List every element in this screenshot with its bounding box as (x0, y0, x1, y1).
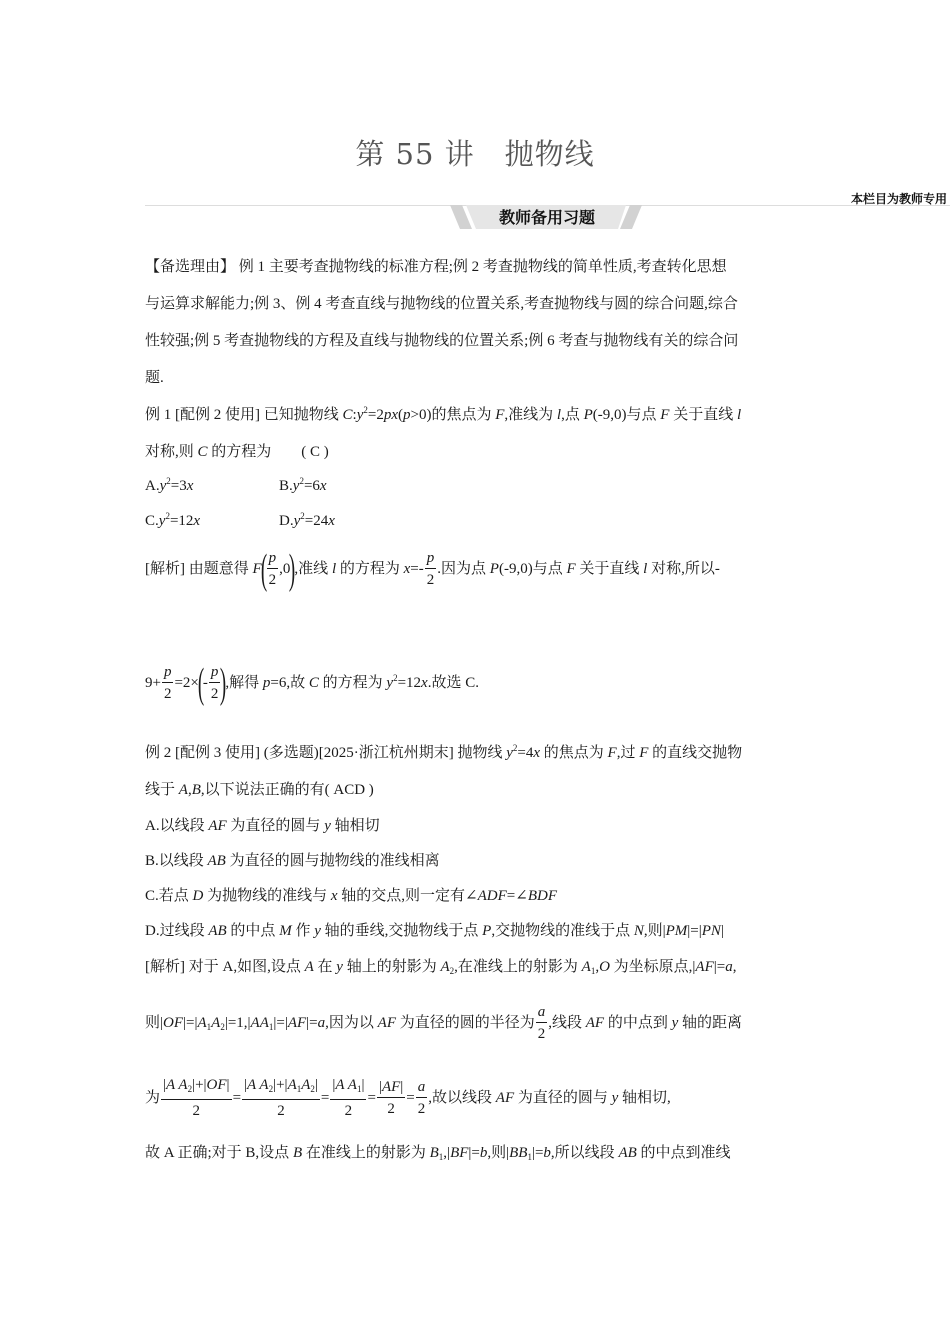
ex2-stem-line-1: 例 2 [配例 3 使用] (多选题)[2025·浙江杭州期末] 抛物线 $y^2=4x$ 的焦点为 F,过 F 的直线交抛物 (145, 743, 743, 761)
ex2-option-c: C.若点 D 为抛物线的准线与 x 轴的交点,则一定有∠ADF=∠BDF (145, 888, 557, 904)
ex1-stem-line-1: 例 1 [配例 2 使用] 已知抛物线 $C:y^2=2px(p>0)$的焦点为 F,准线为 l,点 P(-9,0)与点 F 关于直线 l (145, 405, 742, 423)
ex1-options-row-1: $A.y^2=3x$ $B.y^2=6x$ (145, 476, 327, 494)
ex2-option-b: B.以线段 AB 为直径的圆与抛物线的准线相离 (145, 853, 440, 869)
ex2-solution-line-1: [解析] 对于 A,如图,设点 A 在 y 轴上的射影为 $A_2$,在准线上的射影为 $A_1,O$ 为坐标原点,|AF|=a, (145, 959, 737, 976)
reason-line-3: 性较强;例 5 考查抛物线的方程及直线与抛物线的位置关系;例 6 考查与抛物线有关的综合问 (145, 333, 739, 349)
ex2-option-d: D.过线段 AB 的中点 M 作 y 轴的垂线,交抛物线于点 P,交抛物线的准线于点 N,则|PM|=|PN| (145, 923, 724, 939)
ex1-solution-line-2: 9+ $\frac{p}{2}$ =2×(- $\frac{p}{2}$ ),解得 p=6,故 C 的方程为 $y^2=12x$.故选 C. (145, 660, 479, 707)
ex2-solution-line-3: 为 $\frac{|A A_2|+|OF|}{2}$ = $\frac{|A A_2|+|A_1A_2|}{2}$ = $\frac{|A A_1|}{2}$ = $\frac{|AF|}{2}$ = $\frac{a}{2}$ ,故以线段 AF 为直径的圆与 y 轴相切, (145, 1075, 671, 1122)
teacher-only-note: 本栏目为教师专用 (850, 192, 947, 206)
ex1-stem-line-2: 对称,则 C 的方程为 ( C ) (145, 444, 329, 460)
page-title: 第 55 讲 抛物线 (355, 137, 595, 171)
ex1-options-row-2: $C.y^2=12x$ $D.y^2=24x$ (145, 511, 335, 529)
reason-line-1: 【备选理由】 例 1 主要考查抛物线的标准方程;例 2 考查抛物线的简单性质,考查转化思想 (145, 259, 727, 275)
ex2-stem-line-2: 线于 A,B,以下说法正确的有( ACD ) (145, 782, 374, 798)
ex1-solution-line-1: [解析] 由题意得 F( $\frac{p}{2}$ ,0),准线 l 的方程为 x=- $\frac{p}{2}$ .因为点 P(-9,0)与点 F 关于直线 l 对称,所以- (145, 546, 720, 593)
ex2-solution-line-4: 故 A 正确;对于 B,设点 B 在准线上的射影为 $B_1,|BF|=b$,则$|BB_1|=b$,所以线段 AB 的中点到准线 (145, 1145, 731, 1162)
ex2-solution-line-2: 则$|OF|=|A_1A_2|=1,|AA_1|=|AF|=a$,因为以 AF 为直径的圆的半径为 $\frac{a}{2}$ ,线段 AF 的中点到 y 轴的距离 (145, 1002, 742, 1045)
reason-line-2: 与运算求解能力;例 3、例 4 考查直线与抛物线的位置关系,考查抛物线与圆的综合问题,综合 (145, 296, 738, 312)
banner-label: 教师备用习题 (498, 208, 595, 227)
ex2-option-a: A.以线段 AF 为直径的圆与 y 轴相切 (145, 818, 380, 834)
reason-line-4: 题. (145, 370, 164, 386)
